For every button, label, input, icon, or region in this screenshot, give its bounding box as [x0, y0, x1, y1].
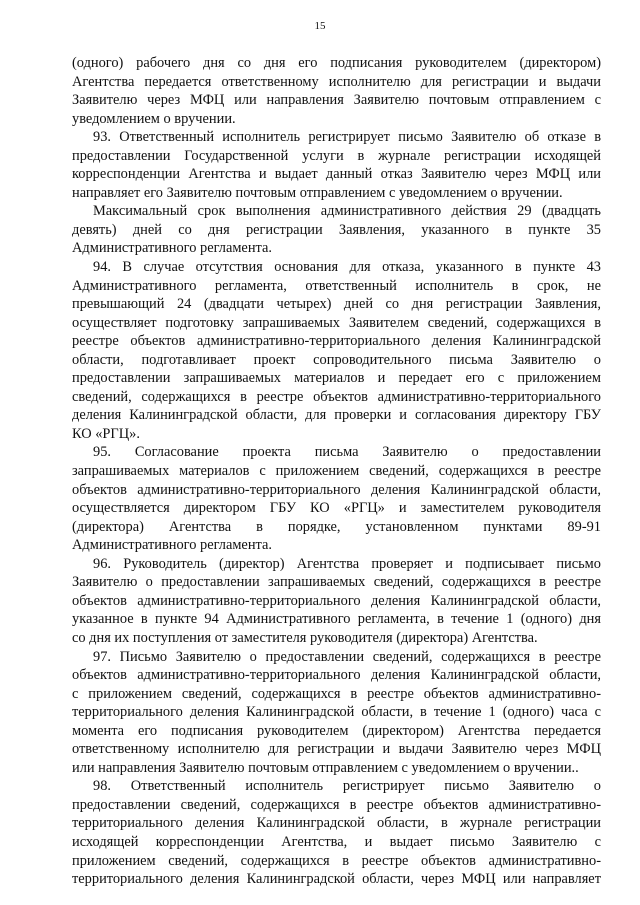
text-line: уведомлением о вручении.: [72, 110, 236, 127]
text-line: Административного регламента.: [72, 240, 272, 257]
text-line: предоставлении запрашиваемых материалов и передает его с приложением: [72, 370, 601, 387]
text-line: или направления Заявителю почтовым отправлением с уведомлением о вручении..: [72, 759, 579, 776]
text-line: со дня их поступления от заместителя руководителя (директора) Агентства.: [72, 629, 538, 646]
text-line: Административного регламента.: [72, 537, 272, 554]
text-line: превышающий 24 (двадцати четырех) дней со дня регистрации Заявления,: [72, 296, 601, 313]
text-line: корреспонденции Агентства и выдает данный отказ Заявителю через МФЦ или: [72, 166, 601, 183]
text-line: КО «РГЦ».: [72, 425, 140, 442]
text-line: области, подготавливает проект сопроводительного письма Заявителю о: [72, 351, 601, 368]
text-line: (одного) рабочего дня со дня его подписания руководителем (директором): [72, 55, 601, 71]
text-line: Заявителю о предоставлении запрашиваемых сведений, содержащихся в реестре: [72, 574, 601, 591]
text-line: указанное в пункте 94 Административного регламента, в течение 1 (одного) дня: [72, 611, 601, 628]
text-line: девять) дней со дня регистрации Заявления, указанного в пункте 35: [72, 221, 601, 238]
text-line: реестре объектов административно-территориального деления Калининградской: [72, 333, 601, 350]
text-line: предоставлении Государственной услуги в журнале регистрации исходящей: [72, 147, 601, 164]
body-text: [72, 54, 601, 889]
text-line: территориального деления Калининградской области, в журнале регистрации: [72, 815, 601, 832]
text-line: исходящей корреспонденции Агентства, и выдает письмо Заявителю с: [72, 833, 601, 850]
paragraph-first-line: 95. Согласование проекта письма Заявителю о предоставлении: [93, 444, 601, 461]
text-line: направляет его Заявителю почтовым отправлением с уведомлением о вручении.: [72, 184, 563, 201]
text-line: Агентства передается ответственному исполнителю для регистрации и выдачи: [72, 73, 601, 90]
text-line: осуществляет подготовку запрашиваемых Заявителем сведений, содержащихся в: [72, 314, 601, 331]
paragraph-first-line: 96. Руководитель (директор) Агентства проверяет и подписывает письмо: [93, 555, 601, 572]
text-line: территориального деления Калининградской области, через МФЦ или направляет: [72, 871, 601, 888]
text-line: запрашиваемых материалов с приложением сведений, содержащихся в реестре: [72, 463, 601, 480]
text-line: объектов административно-территориального деления Калининградской области,: [72, 667, 601, 684]
text-line: объектов административно-территориального деления Калининградской области,: [72, 592, 601, 609]
text-line: момента его подписания руководителем (директором) Агентства передается: [72, 722, 601, 739]
text-line: объектов административно-территориального деления Калининградской области,: [72, 481, 601, 498]
text-line: территориального деления Калининградской области, в течение 1 (одного) часа с: [72, 704, 601, 721]
page-number: 15: [314, 20, 326, 32]
text-line: (директора) Агентства в порядке, установленном пунктами 89-91: [72, 518, 601, 535]
paragraph-first-line: 98. Ответственный исполнитель регистрирует письмо Заявителю о: [93, 778, 601, 795]
paragraph-first-line: 94. В случае отсутствия основания для отказа, указанного в пункте 43: [93, 259, 601, 276]
text-line: сведений, содержащихся в реестре объектов административно-территориального: [72, 388, 601, 405]
paragraph-first-line: 97. Письмо Заявителю о предоставлении сведений, содержащихся в реестре: [93, 648, 601, 665]
text-line: с приложением сведений, содержащихся в реестре объектов административно-: [72, 685, 601, 702]
paragraph-first-line: Максимальный срок выполнения административного действия 29 (двадцать: [93, 203, 601, 220]
text-line: приложением сведений, содержащихся в реестре объектов административно-: [72, 852, 601, 869]
text-line: Заявителю через МФЦ или направления Заявителю почтовым отправлением с: [72, 92, 601, 109]
text-line: деления Калининградской области, для проверки и согласования директору ГБУ: [72, 407, 601, 424]
text-line: ответственному исполнителю для регистрации и выдачи Заявителю через МФЦ: [72, 741, 601, 758]
text-line: предоставлении сведений, содержащихся в реестре объектов административно-: [72, 796, 601, 813]
text-line: Административного регламента, ответственный исполнитель в срок, не: [72, 277, 601, 294]
paragraph-first-line: 93. Ответственный исполнитель регистрирует письмо Заявителю об отказе в: [93, 129, 601, 146]
text-line: осуществляется директором ГБУ КО «РГЦ» и заместителем руководителя: [72, 500, 601, 517]
